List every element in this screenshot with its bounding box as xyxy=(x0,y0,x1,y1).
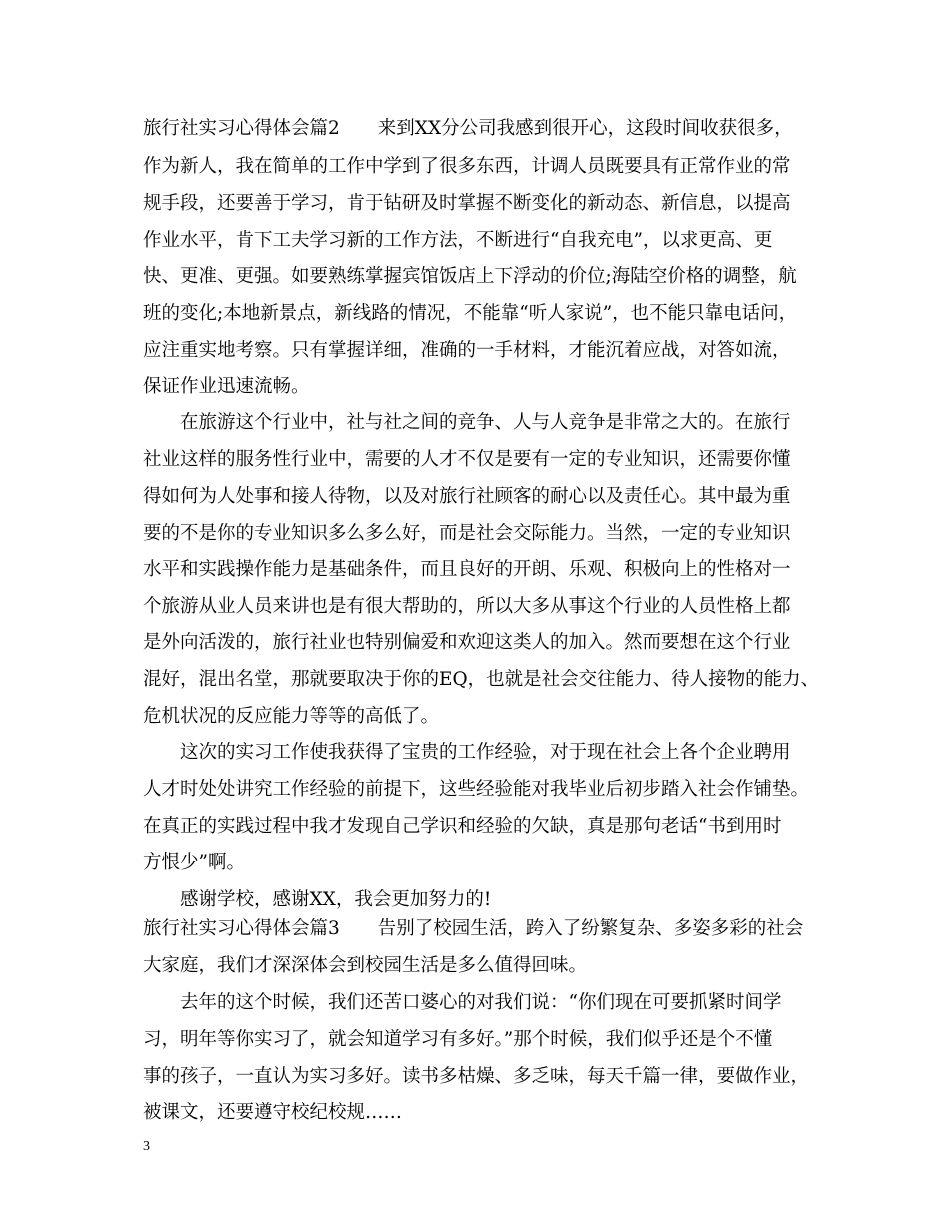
text-line: 被课文，还要遵守校纪校规…… xyxy=(143,1102,403,1123)
section-2-first-line-text: 来到XX分公司我感到很开心，这段时间收获很多， xyxy=(377,118,793,139)
section-3-first-line-text: 告别了校园生活，跨入了纷繁复杂、多姿多彩的社会 xyxy=(377,918,804,939)
text-line: 规手段，还要善于学习，肯于钻研及时掌握不断变化的新动态、新信息，以提高 xyxy=(143,193,791,214)
text-line: 大家庭，我们才深深体会到校园生活是多么值得回味。 xyxy=(143,955,588,976)
text-line: 人才时处处讲究工作经验的前提下，这些经验能对我毕业后初步踏入社会作铺垫。 xyxy=(143,779,810,800)
paragraph-3-line: 感谢学校，感谢XX，我会更加努力的! xyxy=(180,889,492,910)
text-line: 事的孩子，一直认为实习多好。读书多枯燥、多乏味，每天千篇一律，要做作业， xyxy=(143,1066,810,1087)
text-line: 水平和实践操作能力是基础条件，而且良好的开朗、乐观、积极向上的性格对一 xyxy=(143,559,791,580)
text-line: 混好，混出名堂，那就要取决于你的EQ，也就是社会交往能力、待人接物的能力、 xyxy=(143,669,820,690)
text-line: 社业这样的服务性行业中，需要的人才不仅是要有一定的专业知识，还需要你懂 xyxy=(143,449,791,470)
text-line: 班的变化;本地新景点，新线路的情况，不能靠“听人家说”，也不能只靠电话问， xyxy=(143,303,798,324)
text-line: 是外向活泼的，旅行社业也特别偏爱和欢迎这类人的加入。然而要想在这个行业 xyxy=(143,632,791,653)
text-line: 习，明年等你实习了，就会知道学习有多好。”那个时候，我们似乎还是个不懂 xyxy=(143,1029,773,1050)
section-2-first-line xyxy=(143,118,793,140)
text-line: 个旅游从业人员来讲也是有很大帮助的，所以大多从事这个行业的人员性格上都 xyxy=(143,596,791,617)
text-line: 危机状况的反应能力等等的高低了。 xyxy=(143,706,440,727)
section-3-heading: 旅行社实习心得体会篇3 xyxy=(143,918,340,939)
text-line: 作为新人，我在简单的工作中学到了很多东西，计调人员既要具有正常作业的常 xyxy=(143,156,791,177)
text-line: 方恨少”啊。 xyxy=(143,852,245,873)
text-line: 得如何为人处事和接人待物，以及对旅行社顾客的耐心以及责任心。其中最为重 xyxy=(143,486,791,507)
section-3-first-line xyxy=(143,918,803,940)
section-2-heading: 旅行社实习心得体会篇2 xyxy=(143,118,340,139)
paragraph-4-line: 去年的这个时候，我们还苦口婆心的对我们说：“你们现在可要抓紧时间学 xyxy=(180,992,782,1013)
page-number: 3 xyxy=(143,1139,150,1154)
text-line: 快、更准、更强。如要熟练掌握宾馆饭店上下浮动的价位;海陆空价格的调整，航 xyxy=(143,266,797,287)
text-line: 要的不是你的专业知识多么多么好，而是社会交际能力。当然，一定的专业知识 xyxy=(143,523,791,544)
text-line: 应注重实地考察。只有掌握详细，准确的一手材料，才能沉着应战，对答如流， xyxy=(143,340,791,361)
text-line: 保证作业迅速流畅。 xyxy=(143,376,310,397)
text-line: 在真正的实践过程中我才发现自己学识和经验的欠缺，真是那句老话“书到用时 xyxy=(143,816,782,837)
text-line: 作业水平，肯下工夫学习新的工作方法，不断进行“自我充电”，以求更高、更 xyxy=(143,230,773,251)
paragraph-2-line: 这次的实习工作使我获得了宝贵的工作经验，对于现在社会上各个企业聘用 xyxy=(180,742,791,763)
paragraph-1-line: 在旅游这个行业中，社与社之间的竞争、人与人竞争是非常之大的。在旅行 xyxy=(180,412,791,433)
